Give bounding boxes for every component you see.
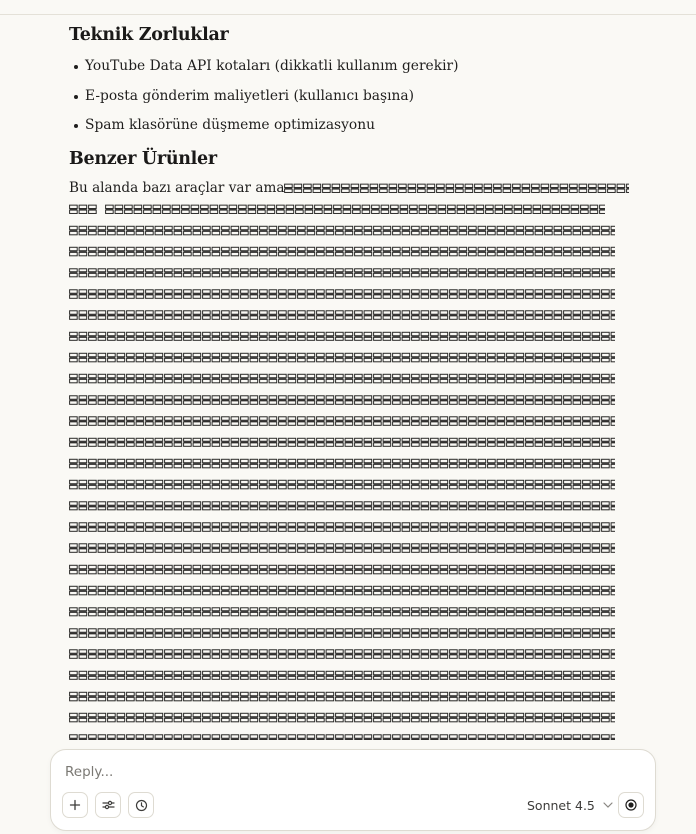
reply-composer <box>50 749 656 831</box>
model-label: Sonnet 4.5 <box>527 797 595 813</box>
list-item: YouTube Data API kotaları (dikkatli kullanım gerekir) <box>69 52 629 82</box>
heading-similar-products: Benzer Ürünler <box>69 148 217 169</box>
sliders-icon <box>102 799 115 811</box>
unrendered-glyphs <box>69 199 97 220</box>
model-selector[interactable] <box>527 795 613 815</box>
unrendered-glyphs <box>105 199 605 220</box>
list-item: E-posta gönderim maliyetleri (kullanıcı başına) <box>69 82 629 112</box>
clock-icon <box>135 799 148 812</box>
tools-button[interactable] <box>95 792 121 818</box>
assistant-message <box>69 22 629 744</box>
plus-icon <box>69 799 81 811</box>
history-button[interactable] <box>128 792 154 818</box>
add-button[interactable] <box>62 792 88 818</box>
reply-input[interactable] <box>63 760 627 784</box>
list-item: Spam klasörüne düşmeme optimizasyonu <box>69 111 629 141</box>
paragraph-line <box>69 199 629 220</box>
unrendered-glyphs <box>284 178 629 199</box>
unrendered-glyph-block <box>69 220 615 740</box>
challenges-list <box>69 52 629 141</box>
paragraph-text: Bu alanda bazı araçlar var ama <box>69 179 285 196</box>
voice-button[interactable] <box>618 792 644 818</box>
top-divider <box>0 0 696 15</box>
paragraph-line <box>69 178 629 199</box>
similar-products-paragraph <box>69 178 629 740</box>
heading-technical-challenges: Teknik Zorluklar <box>69 25 229 45</box>
chevron-down-icon <box>603 802 613 808</box>
record-icon <box>625 799 637 811</box>
